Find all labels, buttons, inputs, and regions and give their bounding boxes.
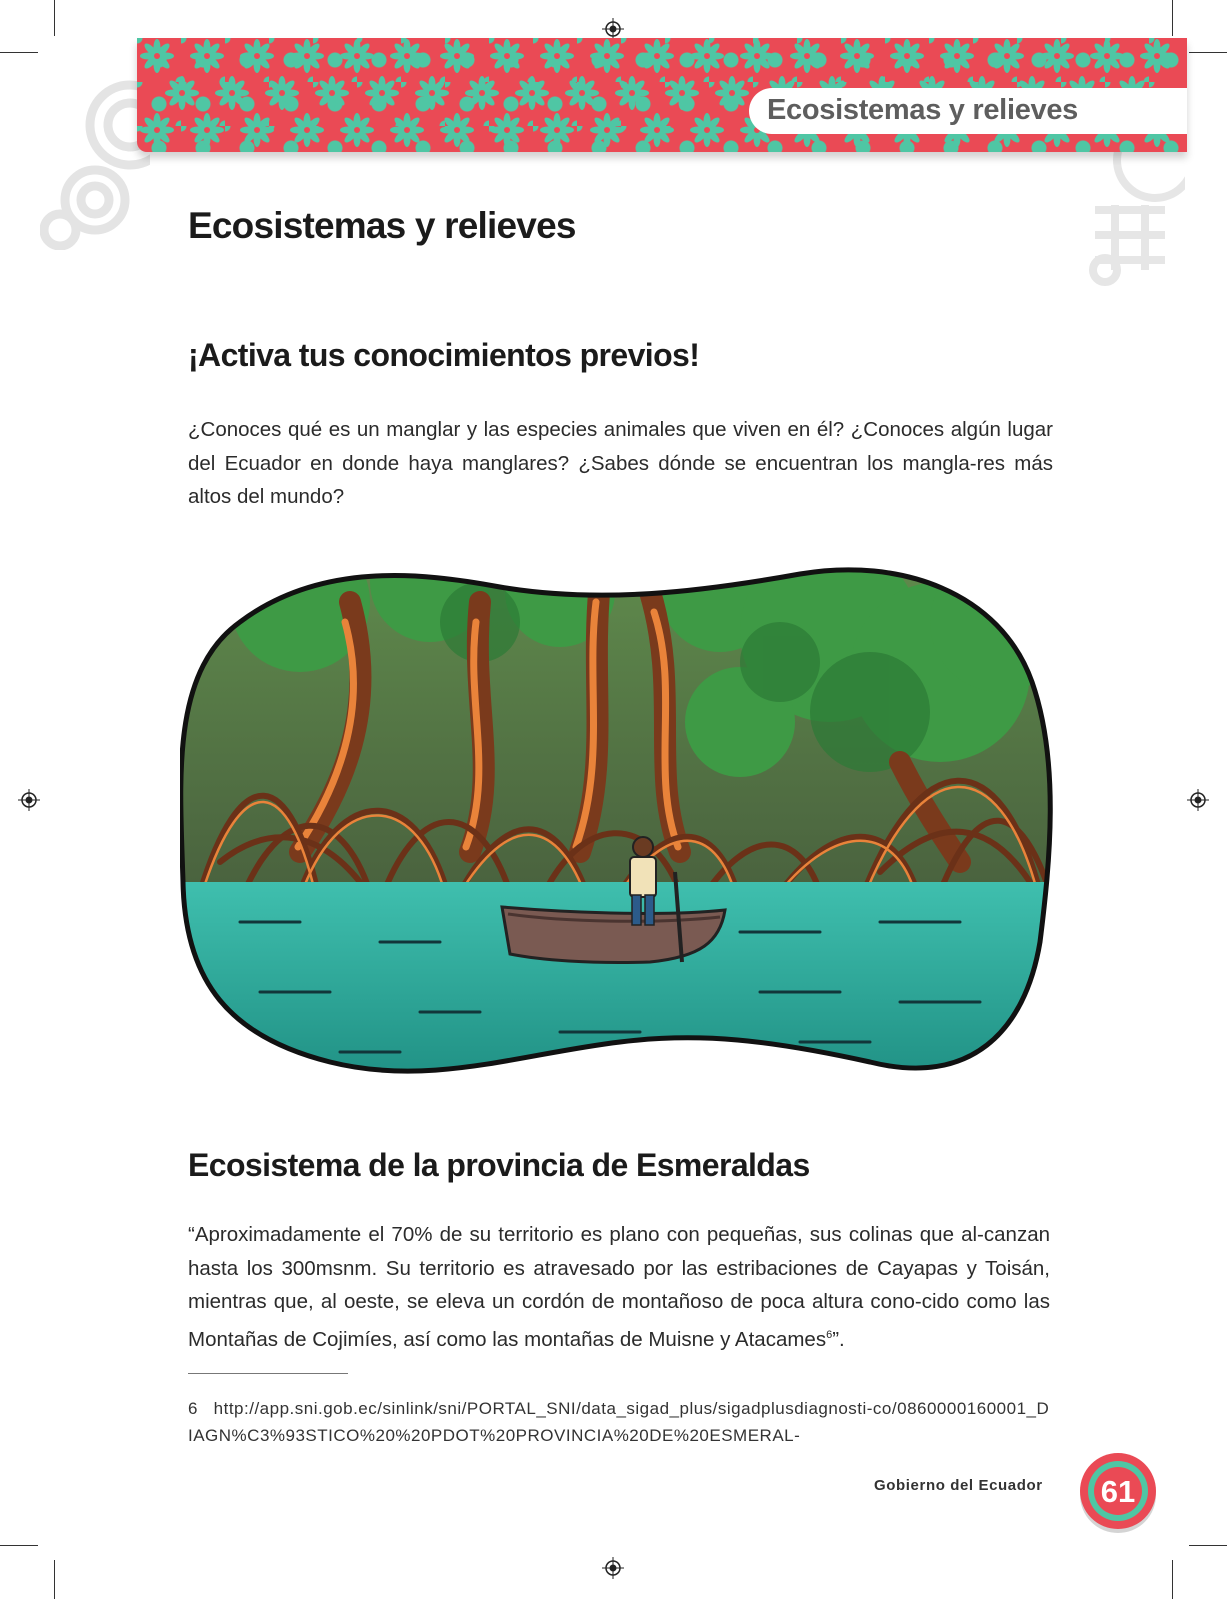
publisher-label: Gobierno del Ecuador bbox=[874, 1477, 1043, 1494]
crop-mark bbox=[0, 52, 38, 53]
crop-mark bbox=[54, 1560, 55, 1599]
registration-mark-icon bbox=[1187, 789, 1209, 811]
crop-mark bbox=[54, 0, 55, 36]
mangrove-illustration bbox=[180, 562, 1055, 1087]
section-heading-esmeraldas: Ecosistema de la provincia de Esmeraldas bbox=[188, 1147, 810, 1183]
header-band-title: Ecosistemas y relieves bbox=[767, 94, 1079, 126]
section-paragraph-esmeraldas bbox=[188, 1218, 1050, 1356]
page-number: 61 bbox=[1100, 1474, 1136, 1509]
footnote-number: 6 bbox=[188, 1399, 198, 1418]
header-tab bbox=[749, 88, 1187, 134]
section-paragraph-activate-text: ¿Conoces qué es un manglar y las especies animales que viven en él? ¿Conoces algún lugar del Ecuador en donde haya manglares? ¿Sabes dónde se encuentran los mangla-res más altos del mundo? bbox=[188, 418, 1053, 508]
header-band bbox=[137, 38, 1187, 152]
page-number-badge bbox=[1076, 1451, 1160, 1535]
footnote-reference: 6 bbox=[826, 1328, 833, 1341]
crop-mark bbox=[0, 1545, 38, 1546]
crop-mark bbox=[1172, 1560, 1173, 1599]
section-heading-activate: ¡Activa tus conocimientos previos! bbox=[188, 337, 700, 373]
footnote-divider bbox=[188, 1373, 348, 1374]
section-paragraph-esmeraldas-end: ”. bbox=[832, 1327, 845, 1351]
page-title: Ecosistemas y relieves bbox=[188, 205, 576, 246]
crop-mark bbox=[1172, 0, 1173, 36]
footnote bbox=[188, 1395, 1053, 1449]
footnote-link[interactable]: http://app.sni.gob.ec/sinlink/sni/PORTAL_SNI/data_sigad_plus/sigadplusdiagnosti-co/0860000160001_DIAGN%C3%93STICO%20%20PDOT%20PROVINCIA%20DE%20ESMERAL- bbox=[188, 1399, 1050, 1445]
section-paragraph-activate bbox=[188, 413, 1053, 514]
decorative-spiral-left-icon bbox=[40, 40, 150, 250]
crop-mark bbox=[1189, 1545, 1227, 1546]
decorative-spiral-right-icon bbox=[1085, 150, 1185, 295]
registration-mark-icon bbox=[602, 1557, 624, 1579]
section-paragraph-esmeraldas-text: “Aproximadamente el 70% de su territorio es plano con pequeñas, sus colinas que al-canzan hasta los 300msnm. Su territorio es atravesado por las estribaciones de Cayapas y Toisán, mientras que, al oeste, se eleva un cordón de montañoso de poca altura cono-cido como las Montañas de Cojimíes, así como las montañas de Muisne y Atacames bbox=[188, 1223, 1050, 1351]
registration-mark-icon bbox=[602, 18, 624, 40]
registration-mark-icon bbox=[18, 789, 40, 811]
crop-mark bbox=[1189, 52, 1227, 53]
